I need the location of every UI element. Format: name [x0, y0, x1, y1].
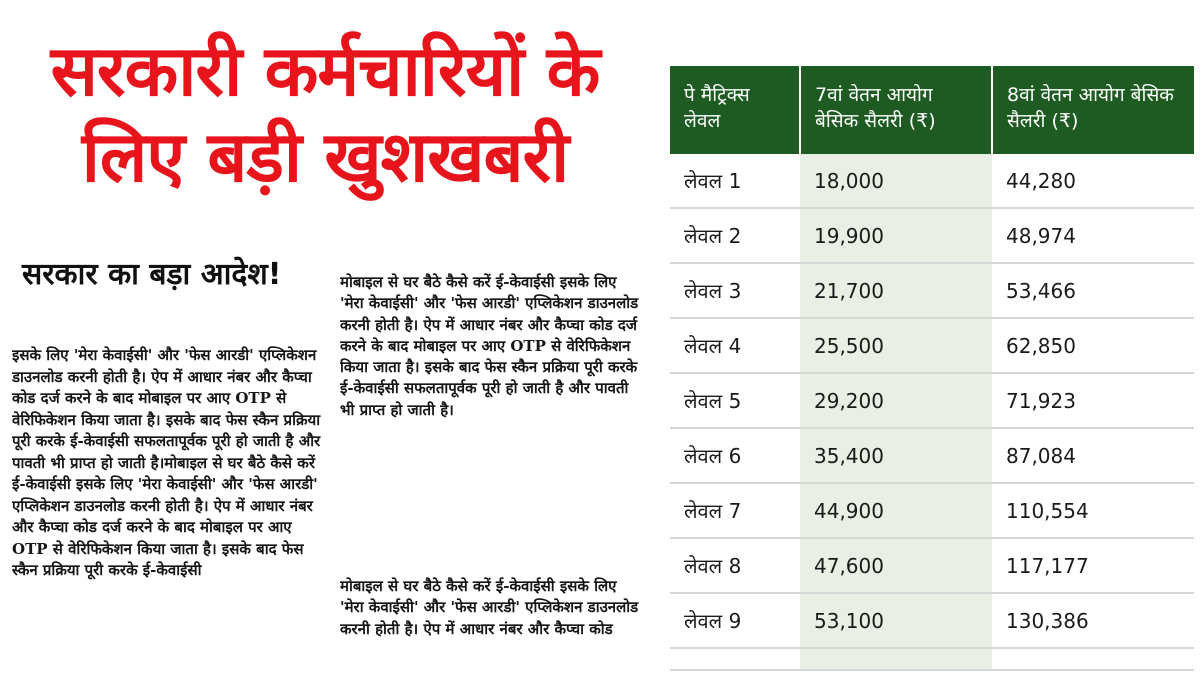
8th-pay-cell: 117,177 — [992, 538, 1194, 593]
table-row — [670, 593, 1194, 648]
level-cell: लेवल 6 — [670, 428, 800, 483]
salary-table — [670, 66, 1194, 675]
table-row — [670, 428, 1194, 483]
8th-pay-cell: 130,386 — [992, 593, 1194, 648]
table-row — [670, 373, 1194, 428]
subheading: सरकार का बड़ा आदेश! — [22, 257, 282, 292]
level-cell: लेवल 3 — [670, 263, 800, 318]
header-pay-level: पे मैट्रिक्स लेवल — [670, 66, 800, 154]
level-cell: लेवल 4 — [670, 318, 800, 373]
article-right-column-bottom: मोबाइल से घर बैठे कैसे करें ई-केवाईसी इसके लिए 'मेरा केवाईसी' और 'फेस आरडी' एप्लिकेशन डाउनलोड करनी होती है। ऐप में आधार नंबर और कैप्चा कोड — [340, 577, 639, 638]
level-cell: लेवल 7 — [670, 483, 800, 538]
7th-pay-cell: 29,200 — [800, 373, 992, 428]
headline — [0, 28, 650, 200]
table-row — [670, 154, 1194, 208]
8th-pay-cell: 110,554 — [992, 483, 1194, 538]
8th-pay-cell: 48,974 — [992, 208, 1194, 263]
level-cell: लेवल 8 — [670, 538, 800, 593]
7th-pay-cell: 25,500 — [800, 318, 992, 373]
level-cell — [670, 648, 800, 670]
headline-line-2: लिए बड़ी खुशखबरी — [81, 116, 569, 198]
8th-pay-cell: 71,923 — [992, 373, 1194, 428]
level-cell: लेवल 5 — [670, 373, 800, 428]
8th-pay-cell: 62,850 — [992, 318, 1194, 373]
table-header-row — [670, 66, 1194, 154]
level-cell: लेवल 1 — [670, 154, 800, 208]
7th-pay-cell: 21,700 — [800, 263, 992, 318]
8th-pay-cell — [992, 648, 1194, 670]
8th-pay-cell: 53,466 — [992, 263, 1194, 318]
header-8th-pay: 8वां वेतन आयोग बेसिक सैलरी (₹) — [992, 66, 1194, 154]
7th-pay-cell: 53,100 — [800, 593, 992, 648]
7th-pay-cell: 19,900 — [800, 208, 992, 263]
7th-pay-cell — [800, 648, 992, 670]
table-row — [670, 483, 1194, 538]
7th-pay-cell: 18,000 — [800, 154, 992, 208]
article-left-column: इसके लिए 'मेरा केवाईसी' और 'फेस आरडी' एप्लिकेशन डाउनलोड करनी होती है। ऐप में आधार नंबर और कैप्चा कोड दर्ज करने के बाद मोबाइल पर आए OTP से वेरिफिकेशन किया जाता है। इसके बाद फेस स्कैन प्रक्रिया पूरी करके ई-केवाईसी सफलतापूर्वक पूरी हो जाती है और पावती भी प्राप्त हो जाती है।मोबाइल से घर बैठे कैसे करें ई-केवाईसी इसके लिए 'मेरा केवाईसी' और 'फेस आरडी' एप्लिकेशन डाउनलोड करनी होती है। ऐप में आधार नंबर और कैप्चा कोड दर्ज करने के बाद मोबाइल पर आए OTP से वेरिफिकेशन किया जाता है। इसके बाद फेस स्कैन प्रक्रिया पूरी करके ई-केवाईसी — [12, 346, 321, 579]
table-row — [670, 318, 1194, 373]
article-right-column-top: मोबाइल से घर बैठे कैसे करें ई-केवाईसी इसके लिए 'मेरा केवाईसी' और 'फेस आरडी' एप्लिकेशन डाउनलोड करनी होती है। ऐप में आधार नंबर और कैप्चा कोड दर्ज करने के बाद मोबाइल पर आए OTP से वेरिफिकेशन किया जाता है। इसके बाद फेस स्कैन प्रक्रिया पूरी करके ई-केवाईसी सफलतापूर्वक पूरी हो जाती है और पावती भी प्राप्त हो जाती है। — [340, 273, 639, 419]
table-row-cut-off — [670, 648, 1194, 670]
7th-pay-cell: 47,600 — [800, 538, 992, 593]
8th-pay-cell: 87,084 — [992, 428, 1194, 483]
7th-pay-cell: 35,400 — [800, 428, 992, 483]
table-row — [670, 263, 1194, 318]
table-row — [670, 538, 1194, 593]
table-row — [670, 208, 1194, 263]
header-7th-pay: 7वां वेतन आयोग बेसिक सैलरी (₹) — [800, 66, 992, 154]
level-cell: लेवल 2 — [670, 208, 800, 263]
level-cell: लेवल 9 — [670, 593, 800, 648]
headline-line-1: सरकारी कर्मचारियों के — [50, 30, 600, 112]
7th-pay-cell: 44,900 — [800, 483, 992, 538]
8th-pay-cell: 44,280 — [992, 154, 1194, 208]
